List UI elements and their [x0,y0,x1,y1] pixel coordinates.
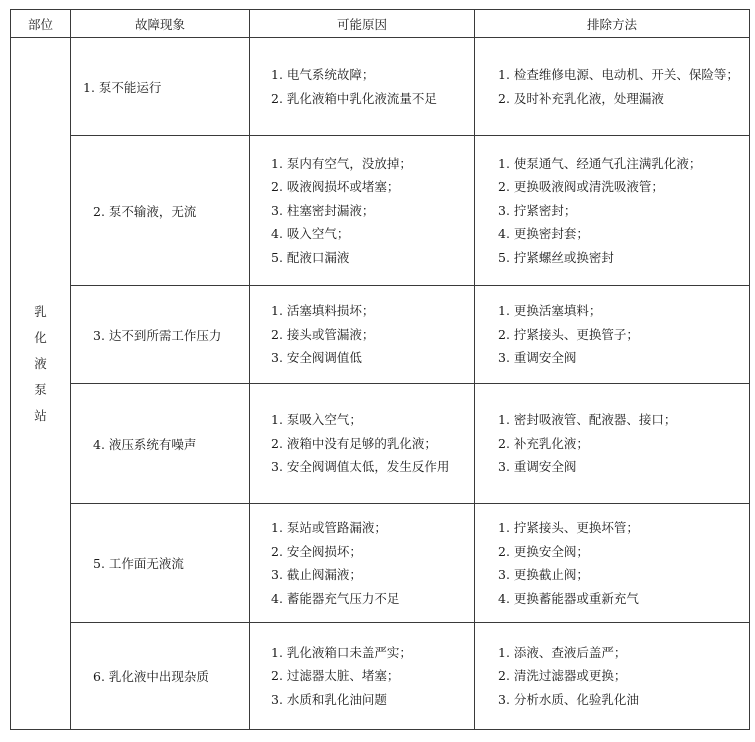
cause-item: 2. 接头或管漏液； [271,326,375,342]
header-remedy: 排除方法 [475,10,750,38]
cause-item: 1. 活塞填料损坏； [271,303,375,319]
remedy-item: 1. 密封吸液管、配液器、接口； [498,412,677,428]
header-cause: 可能原因 [250,10,475,38]
cause-item: 1. 电气系统故障； [271,67,375,82]
cause-item: 3. 水质和乳化油问题 [271,691,387,707]
part-char: 化 [34,329,47,345]
header-symptom: 故障现象 [71,10,250,38]
header-row [11,10,750,38]
remedy-item: 3. 拧紧密封； [498,202,577,218]
remedy-item: 1. 添液、查液后盖严； [498,644,627,660]
remedy-item: 3. 重调安全阀 [498,350,577,366]
cause-item: 1. 泵内有空气，没放掉； [271,155,412,171]
cause-item: 1. 泵吸入空气； [271,412,362,428]
remedy-item: 2. 更换吸液阀或清洗吸液管； [498,179,664,195]
remedy-cell [475,136,750,286]
cause-item: 1. 泵站或管路漏液； [271,520,387,535]
cause-item: 4. 蓄能器充气压力不足 [271,590,400,606]
symptom-cell: 3. 达不到所需工作压力 [71,286,250,384]
cause-item: 4. 吸入空气； [271,226,350,242]
symptom-cell: 6. 乳化液中出现杂质 [71,623,250,730]
cause-cell [250,136,475,286]
remedy-item: 5. 拧紧螺丝或换密封 [498,249,614,265]
remedy-item: 1. 使泵通气、经通气孔注满乳化液； [498,155,702,171]
cause-cell [250,286,475,384]
remedy-item: 2. 清洗过滤器或更换； [498,668,627,684]
table-row [11,623,750,730]
part-char: 乳 [34,303,47,319]
part-char: 站 [34,407,47,423]
cause-item: 5. 配液口漏液 [271,249,350,265]
remedy-cell [475,38,750,136]
cause-item: 2. 乳化液箱中乳化液流量不足 [271,90,437,106]
table-row [11,286,750,384]
remedy-cell [475,504,750,623]
cause-cell [250,384,475,504]
table-row [11,504,750,623]
cause-item: 3. 安全阀调值太低，发生反作用 [271,459,450,475]
remedy-item: 2. 及时补充乳化液，处理漏液 [498,90,664,106]
symptom-cell: 5. 工作面无液流 [71,504,250,623]
remedy-item: 3. 更换截止阀； [498,567,589,582]
remedy-cell [475,286,750,384]
remedy-item: 1. 更换活塞填料； [498,303,602,319]
cause-item: 2. 过滤器太脏、堵塞； [271,668,400,684]
cause-cell [250,623,475,730]
table-row [11,38,750,136]
cause-cell [250,504,475,623]
remedy-item: 2. 更换安全阀； [498,543,589,559]
remedy-cell [475,623,750,730]
cause-item: 1. 乳化液箱口未盖严实； [271,644,412,660]
part-cell [11,38,71,730]
remedy-item: 1. 检查维修电源、电动机、开关、保险等； [498,67,739,82]
remedy-item: 4. 更换蓄能器或重新充气 [498,590,639,606]
symptom-cell: 4. 液压系统有噪声 [71,384,250,504]
remedy-item: 2. 拧紧接头、更换管子； [498,326,639,342]
symptom-cell: 2. 泵不输液，无流 [71,136,250,286]
fault-table [10,9,750,730]
remedy-item: 3. 分析水质、化验乳化油 [498,691,639,707]
part-char: 液 [34,355,47,371]
remedy-item: 1. 拧紧接头、更换坏管； [498,520,639,535]
cause-item: 3. 安全阀调值低 [271,350,362,366]
part-char: 泵 [34,381,47,397]
cause-item: 3. 柱塞密封漏液； [271,202,375,218]
table-row [11,136,750,286]
cause-item: 3. 截止阀漏液； [271,567,362,582]
cause-item: 2. 安全阀损坏； [271,543,362,559]
remedy-cell [475,384,750,504]
header-part: 部位 [11,10,71,38]
cause-cell [250,38,475,136]
remedy-item: 4. 更换密封套； [498,226,589,242]
symptom-cell: 1. 泵不能运行 [71,38,250,136]
cause-item: 2. 液箱中没有足够的乳化液； [271,435,437,451]
cause-item: 2. 吸液阀损坏或堵塞； [271,179,400,195]
table-row [11,384,750,504]
remedy-item: 2. 补充乳化液； [498,435,589,451]
remedy-item: 3. 重调安全阀 [498,459,577,475]
